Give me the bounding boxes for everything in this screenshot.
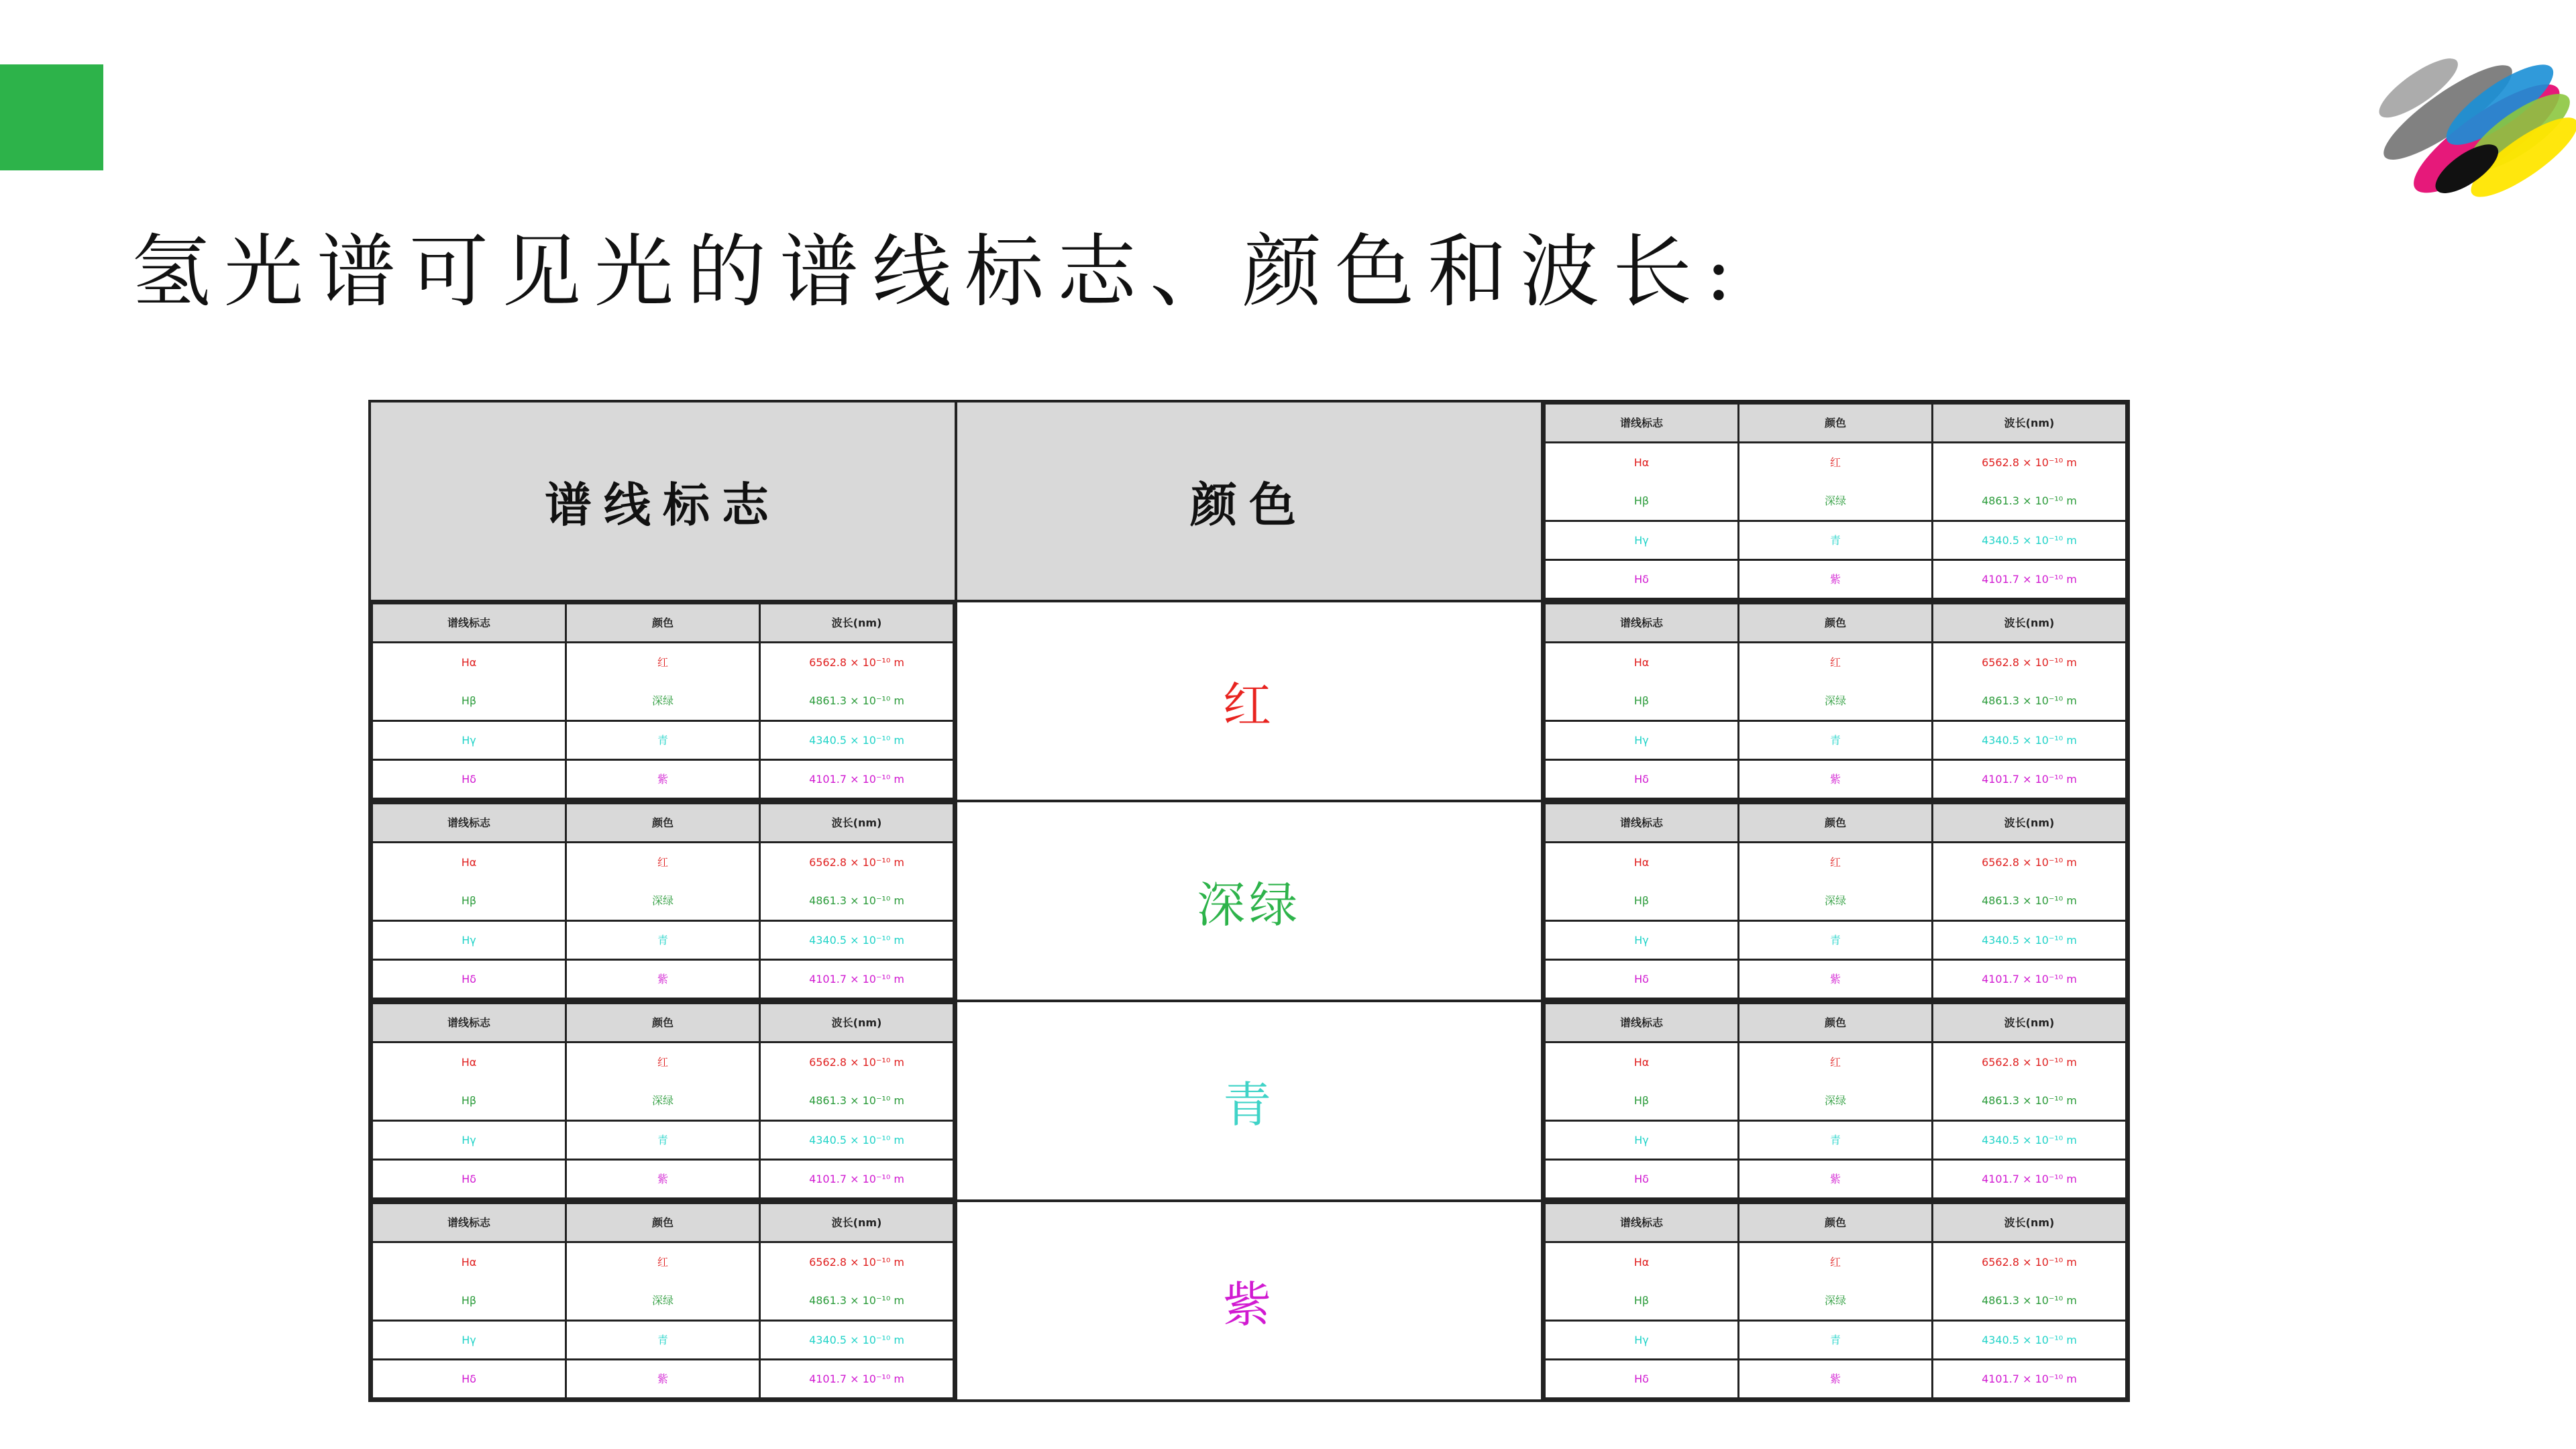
mini-table-cell: 青 (1739, 721, 1933, 760)
mini-table-cell: 紫 (566, 1360, 760, 1399)
mini-table-cell: 6562.8 × 10⁻¹⁰ m (760, 1042, 954, 1082)
color-cell (956, 1201, 1542, 1401)
mini-table-row (1545, 1281, 2127, 1321)
mini-table-cell: 红 (1739, 443, 1933, 482)
mini-header-cell: 波长(nm) (1933, 404, 2127, 443)
mini-table-cell: 4340.5 × 10⁻¹⁰ m (1933, 1121, 2127, 1160)
mini-table-cell: Hγ (1545, 1321, 1739, 1360)
mini-header-cell: 谱线标志 (1545, 1203, 1739, 1242)
mini-spectrum-table (1544, 1202, 2127, 1399)
mini-header-cell: 谱线标志 (372, 804, 566, 843)
mini-table-cell: 4861.3 × 10⁻¹⁰ m (1933, 482, 2127, 521)
mini-table-row (1545, 881, 2127, 921)
mini-header-cell: 谱线标志 (1545, 1004, 1739, 1042)
mini-table-cell: 红 (1739, 843, 1933, 882)
mini-table-cell: 4340.5 × 10⁻¹⁰ m (760, 1121, 954, 1160)
mini-table-cell: 深绿 (566, 881, 760, 921)
mini-table-row (1545, 643, 2127, 682)
mini-table-row (372, 721, 954, 760)
wavelength-cell (1542, 1201, 2129, 1401)
mini-spectrum-table (1544, 602, 2127, 800)
mini-table-row (1545, 482, 2127, 521)
mini-table-row (1545, 521, 2127, 560)
mini-table-cell: Hδ (372, 1160, 566, 1199)
mini-table-cell: 4101.7 × 10⁻¹⁰ m (760, 1360, 954, 1399)
mini-table-cell: Hγ (1545, 521, 1739, 560)
mini-table-cell: 4101.7 × 10⁻¹⁰ m (760, 760, 954, 799)
mini-table-cell: 4340.5 × 10⁻¹⁰ m (760, 721, 954, 760)
mini-table-cell: 4340.5 × 10⁻¹⁰ m (1933, 1321, 2127, 1360)
mini-table-cell: Hβ (1545, 682, 1739, 721)
mini-table-cell: 青 (566, 921, 760, 960)
mini-spectrum-table (371, 1002, 955, 1199)
mini-header-row (372, 804, 954, 843)
mini-header-cell: 谱线标志 (1545, 404, 1739, 443)
mini-table-cell: 紫 (1739, 560, 1933, 599)
mini-table-row (1545, 1321, 2127, 1360)
mini-table-cell: 4340.5 × 10⁻¹⁰ m (760, 921, 954, 960)
mini-header-cell: 颜色 (566, 1004, 760, 1042)
mini-header-row (1545, 404, 2127, 443)
mini-table-row (372, 881, 954, 921)
mini-table-cell: 6562.8 × 10⁻¹⁰ m (760, 1242, 954, 1282)
mini-table-cell: 深绿 (566, 682, 760, 721)
color-label: 青 (1222, 1077, 1275, 1133)
mini-table-cell: 深绿 (1739, 1081, 1933, 1121)
mini-table-cell: 6562.8 × 10⁻¹⁰ m (1933, 443, 2127, 482)
mini-table-cell: 红 (566, 643, 760, 682)
mini-table-cell: Hα (372, 1042, 566, 1082)
mini-table-row (372, 1281, 954, 1321)
mini-table-row (1545, 443, 2127, 482)
mini-table-cell: Hγ (1545, 921, 1739, 960)
mini-spectrum-table (1544, 1002, 2127, 1199)
mini-table-row (372, 1042, 954, 1082)
mini-header-cell: 波长(nm) (1933, 604, 2127, 643)
mini-table-cell: 紫 (566, 960, 760, 999)
mini-table-cell: Hβ (372, 682, 566, 721)
mini-table-cell: Hδ (1545, 1160, 1739, 1199)
mini-table-row (372, 1360, 954, 1399)
mini-header-cell: 波长(nm) (1933, 1004, 2127, 1042)
mini-spectrum-table (371, 1202, 955, 1399)
mini-table-cell: Hγ (372, 1321, 566, 1360)
mini-table-cell: Hβ (372, 1081, 566, 1121)
mini-table-cell: 4101.7 × 10⁻¹⁰ m (1933, 560, 2127, 599)
mini-table-row (1545, 921, 2127, 960)
green-accent-bar (0, 64, 103, 170)
mini-table-row (372, 682, 954, 721)
mini-table-cell: 4861.3 × 10⁻¹⁰ m (1933, 682, 2127, 721)
mini-table-cell: Hβ (372, 1281, 566, 1321)
mini-table-row (372, 1081, 954, 1121)
wavelength-cell (1542, 801, 2129, 1001)
mini-table-cell: Hβ (1545, 1281, 1739, 1321)
wavelength-cell (1542, 401, 2129, 601)
mini-table-cell: 6562.8 × 10⁻¹⁰ m (1933, 643, 2127, 682)
mini-table-row (372, 760, 954, 799)
mini-table-row (372, 1160, 954, 1199)
mini-table-cell: 红 (1739, 643, 1933, 682)
mini-header-cell: 颜色 (1739, 804, 1933, 843)
mini-table-cell: Hγ (372, 921, 566, 960)
mini-table-cell: Hα (1545, 643, 1739, 682)
mini-table-row (1545, 1242, 2127, 1282)
mini-table-cell: 4861.3 × 10⁻¹⁰ m (760, 1281, 954, 1321)
mini-table-cell: Hδ (1545, 560, 1739, 599)
mini-header-cell: 谱线标志 (372, 1004, 566, 1042)
color-label: 深绿 (1196, 877, 1301, 933)
mini-table-cell: Hα (1545, 843, 1739, 882)
mini-table-cell: 4101.7 × 10⁻¹⁰ m (1933, 1160, 2127, 1199)
mini-table-cell: Hγ (1545, 1121, 1739, 1160)
mini-table-cell: 6562.8 × 10⁻¹⁰ m (1933, 1242, 2127, 1282)
mini-spectrum-table (1544, 402, 2127, 600)
color-label: 红 (1222, 677, 1275, 733)
mini-table-cell: 青 (566, 1321, 760, 1360)
mini-spectrum-table (1544, 802, 2127, 1000)
mini-table-cell: 紫 (566, 1160, 760, 1199)
mini-table-cell: 6562.8 × 10⁻¹⁰ m (1933, 843, 2127, 882)
mini-header-row (1545, 1004, 2127, 1042)
mini-table-cell: Hδ (372, 960, 566, 999)
color-label: 紫 (1222, 1277, 1275, 1333)
mini-header-row (372, 1004, 954, 1042)
mini-table-cell: 4340.5 × 10⁻¹⁰ m (1933, 521, 2127, 560)
spectrum-table (368, 400, 2130, 1402)
mini-table-cell: 红 (1739, 1242, 1933, 1282)
mini-table-row (372, 1321, 954, 1360)
mini-header-cell: 颜色 (566, 1203, 760, 1242)
mini-table-row (372, 643, 954, 682)
mini-table-cell: Hγ (1545, 721, 1739, 760)
mini-table-cell: 青 (566, 1121, 760, 1160)
mini-table-row (1545, 1121, 2127, 1160)
mini-header-cell: 颜色 (1739, 404, 1933, 443)
mini-table-cell: 6562.8 × 10⁻¹⁰ m (760, 643, 954, 682)
mini-table-cell: 6562.8 × 10⁻¹⁰ m (1933, 1042, 2127, 1082)
spectrum-row (370, 1001, 2129, 1201)
mini-header-row (372, 1203, 954, 1242)
color-cell (956, 801, 1542, 1001)
mini-table-cell: 4861.3 × 10⁻¹⁰ m (760, 682, 954, 721)
mini-table-cell: Hβ (1545, 482, 1739, 521)
spectrum-row (370, 1201, 2129, 1401)
mini-spectrum-table (371, 802, 955, 1000)
mini-header-cell: 颜色 (1739, 1203, 1933, 1242)
color-cell (956, 1001, 1542, 1201)
mini-table-row (372, 921, 954, 960)
mini-table-row (1545, 760, 2127, 799)
mini-table-cell: 青 (1739, 921, 1933, 960)
mini-table-cell: 4861.3 × 10⁻¹⁰ m (1933, 1081, 2127, 1121)
mini-header-cell: 波长(nm) (1933, 1203, 2127, 1242)
spectral-mark-header (370, 401, 956, 601)
mini-header-row (372, 604, 954, 643)
mini-table-cell: 4101.7 × 10⁻¹⁰ m (1933, 760, 2127, 799)
mini-table-cell: 深绿 (1739, 482, 1933, 521)
mini-table-row (1545, 960, 2127, 999)
mini-header-cell: 波长(nm) (1933, 804, 2127, 843)
mini-table-row (1545, 721, 2127, 760)
mini-table-cell: 4101.7 × 10⁻¹⁰ m (1933, 1360, 2127, 1399)
mini-table-cell: Hδ (372, 1360, 566, 1399)
spectrum-row (370, 801, 2129, 1001)
mini-table-cell: 4340.5 × 10⁻¹⁰ m (1933, 921, 2127, 960)
mini-spectrum-table (371, 602, 955, 800)
mini-table-cell: Hα (372, 1242, 566, 1282)
mini-table-cell: 红 (1739, 1042, 1933, 1082)
header-label: 颜色 (1190, 477, 1308, 533)
mini-table-cell: Hα (372, 643, 566, 682)
mini-table-cell: 4340.5 × 10⁻¹⁰ m (1933, 721, 2127, 760)
mini-table-cell: 深绿 (1739, 881, 1933, 921)
mini-table-row (372, 1242, 954, 1282)
mini-header-cell: 谱线标志 (1545, 804, 1739, 843)
mini-table-cell: 深绿 (1739, 682, 1933, 721)
mini-table-cell: 4340.5 × 10⁻¹⁰ m (760, 1321, 954, 1360)
mini-header-cell: 波长(nm) (760, 1004, 954, 1042)
mini-header-cell: 颜色 (566, 604, 760, 643)
mini-table-cell: 4101.7 × 10⁻¹⁰ m (760, 1160, 954, 1199)
mini-table-cell: 红 (566, 1042, 760, 1082)
mini-table-cell: 深绿 (1739, 1281, 1933, 1321)
mini-table-cell: 紫 (1739, 1160, 1933, 1199)
wavelength-cell (1542, 1001, 2129, 1201)
spectrum-row (370, 601, 2129, 801)
mini-table-cell: Hα (1545, 1242, 1739, 1282)
mini-table-cell: 4101.7 × 10⁻¹⁰ m (760, 960, 954, 999)
mini-table-cell: Hα (1545, 443, 1739, 482)
mini-table-row (1545, 1081, 2127, 1121)
mini-table-row (1545, 843, 2127, 882)
mini-header-cell: 谱线标志 (1545, 604, 1739, 643)
color-header (956, 401, 1542, 601)
mini-table-cell: 青 (566, 721, 760, 760)
mini-table-cell: 紫 (1739, 1360, 1933, 1399)
mini-header-cell: 颜色 (1739, 604, 1933, 643)
mini-header-cell: 谱线标志 (372, 604, 566, 643)
mini-table-cell: 4861.3 × 10⁻¹⁰ m (760, 881, 954, 921)
mini-header-row (1545, 804, 2127, 843)
mini-table-cell: Hδ (1545, 1360, 1739, 1399)
mini-header-cell: 波长(nm) (760, 804, 954, 843)
mini-header-row (1545, 604, 2127, 643)
brand-logo-icon (2375, 0, 2576, 221)
mini-table-row (1545, 1160, 2127, 1199)
mini-table-cell: Hδ (1545, 760, 1739, 799)
mini-table-cell: Hγ (372, 1121, 566, 1160)
mini-table-cell: 紫 (1739, 960, 1933, 999)
mini-table-row (372, 1121, 954, 1160)
color-cell (956, 601, 1542, 801)
mini-table-cell: 紫 (566, 760, 760, 799)
mini-header-cell: 波长(nm) (760, 604, 954, 643)
wavelength-cell (1542, 601, 2129, 801)
mini-header-cell: 谱线标志 (372, 1203, 566, 1242)
mini-table-cell: Hβ (1545, 1081, 1739, 1121)
spectral-mark-cell (370, 801, 956, 1001)
mini-header-row (1545, 1203, 2127, 1242)
mini-table-cell: 4101.7 × 10⁻¹⁰ m (1933, 960, 2127, 999)
mini-table-cell: Hβ (372, 881, 566, 921)
mini-table-cell: 4861.3 × 10⁻¹⁰ m (760, 1081, 954, 1121)
mini-table-cell: Hα (1545, 1042, 1739, 1082)
mini-table-cell: 红 (566, 1242, 760, 1282)
mini-table-row (372, 843, 954, 882)
mini-table-row (372, 960, 954, 999)
mini-table-row (1545, 1042, 2127, 1082)
mini-table-cell: Hβ (1545, 881, 1739, 921)
mini-table-row (1545, 1360, 2127, 1399)
mini-table-cell: 深绿 (566, 1281, 760, 1321)
mini-table-cell: 深绿 (566, 1081, 760, 1121)
mini-table-cell: Hδ (372, 760, 566, 799)
mini-table-row (1545, 560, 2127, 599)
mini-table-cell: 6562.8 × 10⁻¹⁰ m (760, 843, 954, 882)
mini-table-cell: 4861.3 × 10⁻¹⁰ m (1933, 881, 2127, 921)
spectral-mark-cell (370, 1201, 956, 1401)
mini-table-row (1545, 682, 2127, 721)
mini-header-cell: 颜色 (566, 804, 760, 843)
mini-header-cell: 波长(nm) (760, 1203, 954, 1242)
mini-table-cell: Hδ (1545, 960, 1739, 999)
mini-table-cell: Hγ (372, 721, 566, 760)
mini-header-cell: 颜色 (1739, 1004, 1933, 1042)
mini-table-cell: 4861.3 × 10⁻¹⁰ m (1933, 1281, 2127, 1321)
mini-table-cell: 青 (1739, 1121, 1933, 1160)
slide-title: 氢光谱可见光的谱线标志、颜色和波长: (131, 225, 1746, 318)
mini-table-cell: 青 (1739, 521, 1933, 560)
header-label: 谱线标志 (545, 477, 781, 533)
mini-table-cell: Hα (372, 843, 566, 882)
mini-table-cell: 红 (566, 843, 760, 882)
header-row (370, 401, 2129, 601)
mini-table-cell: 青 (1739, 1321, 1933, 1360)
spectral-mark-cell (370, 1001, 956, 1201)
spectral-mark-cell (370, 601, 956, 801)
mini-table-cell: 紫 (1739, 760, 1933, 799)
